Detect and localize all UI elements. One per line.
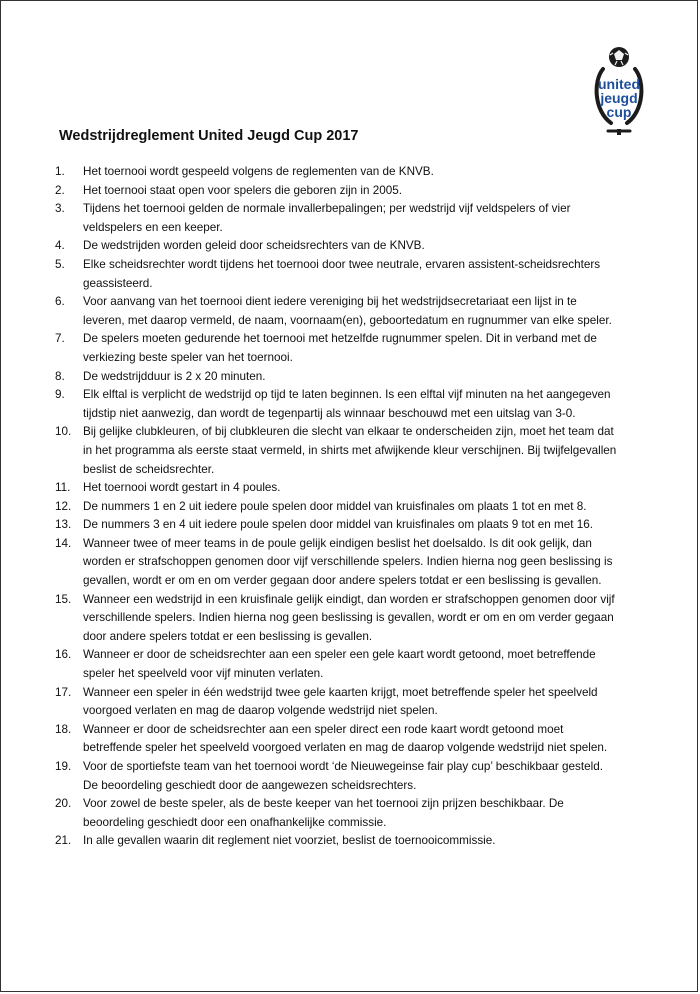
rule-text: Wanneer er door de scheidsrechter aan een speler direct een rode kaart wordt getoond moet betreffende speler het speelveld voorgoed verlaten en mag de daarop volgende wedstrijd niet spelen.	[83, 722, 608, 755]
rule-number: 21.	[55, 834, 72, 848]
rule-number: 2.	[55, 183, 65, 197]
rule-number: 7.	[55, 332, 65, 346]
rule-number: 1.	[55, 165, 65, 178]
rule-text: Elk elftal is verplicht de wedstrijd op tijd te laten beginnen. Is een elftal vijf minuten na het aangegeven tijdstip niet aanwezig, dan wordt de tegenpartij als winnaar beschouwd met een uitslag van 3-0.	[83, 388, 611, 420]
rule-number: 12.	[55, 499, 72, 513]
rule-item	[55, 330, 655, 367]
rule-number: 3.	[55, 202, 65, 216]
logo-line-cup: cup	[606, 104, 632, 120]
rule-item	[55, 200, 655, 237]
rule-text: Voor zowel de beste speler, als de beste keeper van het toernooi zijn prijzen beschikbaar. De beoordeling geschiedt door een onafhankelijke commissie.	[83, 797, 564, 829]
rule-item	[55, 423, 655, 479]
rule-item	[55, 684, 655, 721]
rule-text: In alle gevallen waarin dit reglement niet voorziet, beslist de toernooicommissie.	[83, 834, 496, 848]
rule-text: Elke scheidsrechter wordt tijdens het toernooi door twee neutrale, ervaren assistent-scheidsrechters geassisteerd.	[83, 257, 601, 290]
rule-item	[55, 163, 655, 182]
rule-item	[55, 646, 655, 683]
rule-number: 17.	[55, 685, 72, 699]
rule-number: 16.	[55, 648, 72, 662]
rules-list	[55, 163, 655, 851]
rule-item	[55, 535, 655, 591]
rule-text: Bij gelijke clubkleuren, of bij clubkleuren die slecht van elkaar te onderscheiden zijn, moet het team dat in het programma als eerste staat vermeld, in shirts met afwijkende kleur verschijnen. Bij twijfelgevallen beslist de scheidsrechter.	[83, 425, 617, 476]
rule-number: 14.	[55, 536, 72, 550]
rule-item	[55, 721, 655, 758]
rule-item	[55, 256, 655, 293]
rule-item	[55, 795, 655, 832]
rule-number: 13.	[55, 518, 72, 532]
rule-item	[55, 386, 655, 423]
rule-text: Wanneer er door de scheidsrechter aan een speler een gele kaart wordt getoond, moet betreffende speler het speelveld voor vijf minuten verlaten.	[83, 648, 596, 681]
rule-text: Het toernooi wordt gespeeld volgens de reglementen van de KNVB.	[83, 165, 434, 178]
rule-text: Tijdens het toernooi gelden de normale invallerbepalingen; per wedstrijd vijf veldspelers of vier veldspelers en een keeper.	[83, 202, 571, 234]
rule-text: Wanneer een wedstrijd in een kruisfinale gelijk eindigt, dan worden er strafschoppen genomen door vijf verschillende spelers. Indien hierna nog geen beslissing is gevallen, wordt er om en om verder gegaan door andere spelers totdat er een beslissing is gevallen.	[83, 592, 615, 643]
rule-text: De nummers 1 en 2 uit iedere poule spelen door middel van kruisfinales om plaats 1 tot en met 8.	[83, 499, 587, 513]
rule-text: Het toernooi staat open voor spelers die geboren zijn in 2005.	[83, 183, 403, 197]
rule-text: Het toernooi wordt gestart in 4 poules.	[83, 481, 281, 495]
rule-text: Voor de sportiefste team van het toernooi wordt ‘de Nieuwegeinse fair play cup’ beschikbaar gesteld. De beoordeling geschiedt door de aangewezen scheidsrechters.	[83, 760, 603, 792]
rule-text: De wedstrijdduur is 2 x 20 minuten.	[83, 369, 266, 383]
rule-text: De spelers moeten gedurende het toernooi met hetzelfde rugnummer spelen. Dit in verband met de verkiezing beste speler van het toernooi.	[83, 332, 597, 364]
rule-item	[55, 368, 655, 387]
rule-text: Wanneer een speler in één wedstrijd twee gele kaarten krijgt, moet betreffende speler het speelveld voorgoed verlaten en mag de daarop volgende wedstrijd niet spelen.	[83, 685, 598, 718]
rule-item	[55, 237, 655, 256]
rule-number: 15.	[55, 592, 72, 606]
logo-line-united: united	[598, 76, 640, 92]
rule-item	[55, 591, 655, 647]
rule-item	[55, 498, 655, 517]
rule-number: 9.	[55, 388, 65, 402]
rule-item	[55, 516, 655, 535]
rule-text: Voor aanvang van het toernooi dient iedere vereniging bij het wedstrijdsecretariaat een lijst in te leveren, met daarop vermeld, de naam, voornaam(en), geboortedatum en rugnummer van elke speler.	[83, 295, 612, 327]
rule-text: De nummers 3 en 4 uit iedere poule spelen door middel van kruisfinales om plaats 9 tot en met 16.	[83, 518, 593, 532]
rule-number: 19.	[55, 760, 72, 773]
rule-number: 10.	[55, 425, 72, 439]
logo-line-jeugd: jeugd	[600, 90, 638, 106]
rule-text: Wanneer twee of meer teams in de poule gelijk eindigen beslist het doelsaldo. Is dit ook gelijk, dan worden er strafschoppen genomen door vijf verschillende spelers. Indien hierna nog geen beslissing is gevallen, wordt er om en om verder gegaan door andere spelers totdat er een beslissing is gevallen.	[83, 536, 613, 588]
rule-number: 6.	[55, 295, 65, 309]
rule-item	[55, 182, 655, 201]
rule-number: 5.	[55, 257, 65, 271]
rule-number: 8.	[55, 369, 65, 383]
rule-text: De wedstrijden worden geleid door scheidsrechters van de KNVB.	[83, 239, 425, 253]
rule-item	[55, 832, 655, 851]
rule-item	[55, 479, 655, 498]
rule-number: 18.	[55, 722, 72, 736]
soccer-ball-icon	[609, 47, 629, 67]
rule-number: 11.	[55, 481, 71, 495]
rule-item	[55, 758, 655, 795]
united-jeugd-cup-logo-icon	[591, 45, 647, 137]
rule-number: 20.	[55, 797, 72, 811]
rule-item	[55, 293, 655, 330]
page-title: Wedstrijdreglement United Jeugd Cup 2017	[59, 128, 359, 144]
rule-number: 4.	[55, 239, 65, 253]
